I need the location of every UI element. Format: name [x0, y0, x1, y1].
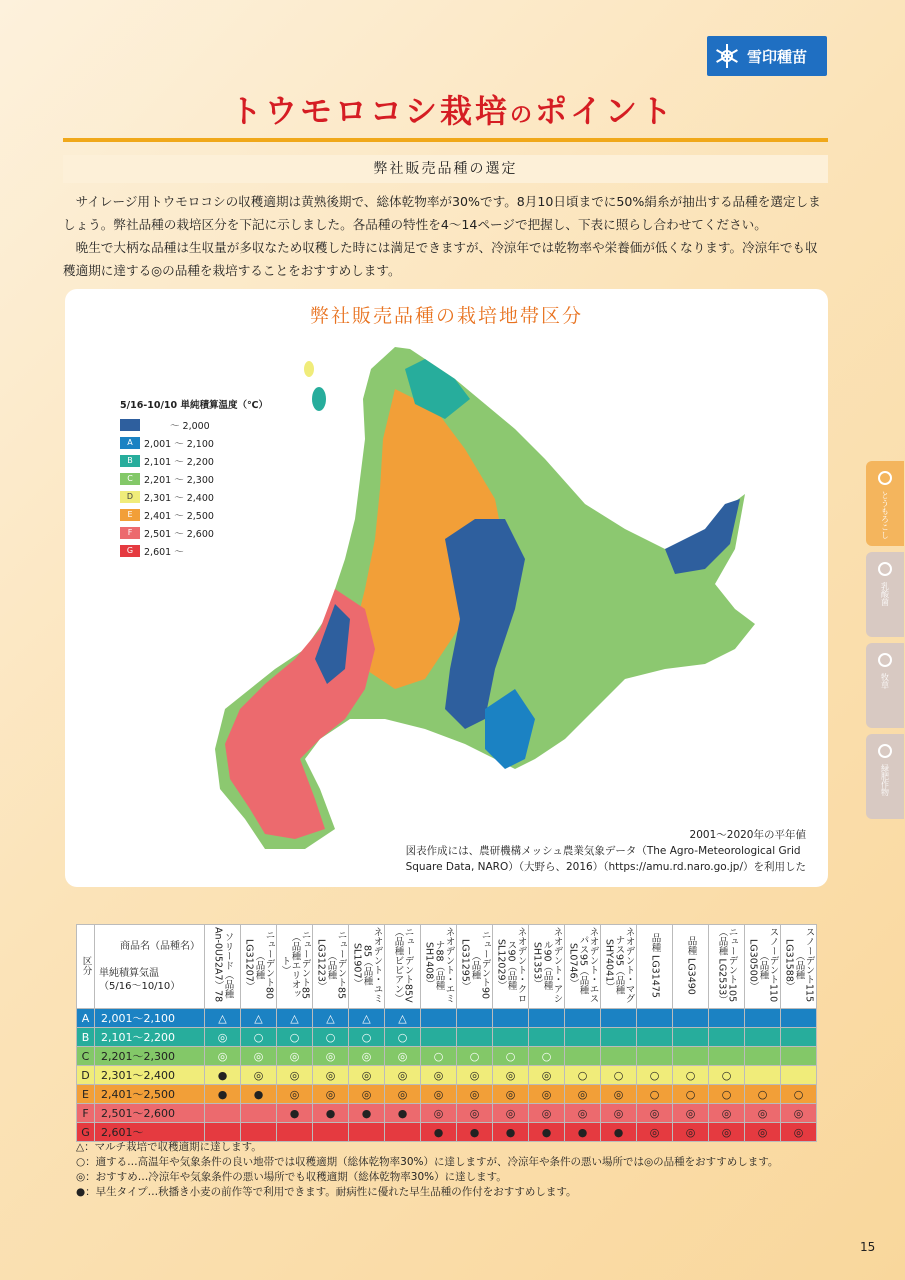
legend-item: F 2,501 〜 2,600 — [120, 524, 268, 542]
suitability-cell — [493, 1009, 529, 1028]
zone-range: 2,401〜2,500 — [95, 1085, 205, 1104]
hokkaido-map — [65, 289, 828, 887]
suitability-cell — [601, 1009, 637, 1028]
suitability-cell — [457, 1028, 493, 1047]
product-header: スノーデント110（品種 LG30500） — [745, 925, 781, 1009]
table-notes: △：マルチ栽培で収穫適期に達します。 ○：適する…高温年や気象条件の良い地帯では収穫適期（総体乾物率30%）に達しますが、冷涼年や条件の悪い場所では◎の品種をおすすめします。 ◎：おすすめ…冷涼年や気象条件の悪い場所でも収穫適期（総体乾物率30%）に達します。 ●：早生タイプ…秋播き小麦の前作等で利用できます。耐病性に優れた早生品種の作付をおすすめします。 — [76, 1141, 779, 1198]
suitability-cell: ◎ — [313, 1066, 349, 1085]
suitability-cell: ○ — [673, 1085, 709, 1104]
suitability-cell: ◎ — [709, 1104, 745, 1123]
zone-code: D — [77, 1066, 95, 1085]
suitability-cell: ◎ — [421, 1066, 457, 1085]
product-header: ネオデント・マグナス95（品種 SHY4041） — [601, 925, 637, 1009]
product-header: ニューデント85（品種エリオット） — [277, 925, 313, 1009]
suitability-cell: ◎ — [529, 1104, 565, 1123]
suitability-cell: ● — [277, 1104, 313, 1123]
product-header: 品種 LG3490 — [673, 925, 709, 1009]
suitability-cell — [205, 1123, 241, 1142]
suitability-cell: ● — [493, 1123, 529, 1142]
suitability-cell — [709, 1028, 745, 1047]
suitability-cell: ○ — [241, 1028, 277, 1047]
suitability-cell: ◎ — [565, 1085, 601, 1104]
page-title: トウモロコシ栽培のポイント — [229, 92, 676, 130]
suitability-cell: ◎ — [421, 1104, 457, 1123]
table-row — [77, 1123, 817, 1142]
suitability-cell — [457, 1009, 493, 1028]
suitability-cell: ◎ — [493, 1104, 529, 1123]
suitability-cell: ○ — [745, 1085, 781, 1104]
brand-name: 雪印種苗 — [747, 47, 808, 66]
suitability-cell — [529, 1009, 565, 1028]
suitability-cell: ● — [349, 1104, 385, 1123]
suitability-cell: ◎ — [313, 1047, 349, 1066]
product-header: ネオデント・エスパス95（品種 SL0746） — [565, 925, 601, 1009]
product-header: ニューデント85（品種 LG31223） — [313, 925, 349, 1009]
suitability-cell: ● — [529, 1123, 565, 1142]
suitability-cell — [493, 1028, 529, 1047]
snowflake-icon — [713, 42, 741, 70]
suitability-cell: ◎ — [601, 1104, 637, 1123]
suitability-cell: ◎ — [349, 1066, 385, 1085]
suitability-cell: ◎ — [205, 1028, 241, 1047]
table-row — [77, 1047, 817, 1066]
suitability-cell: ◎ — [529, 1085, 565, 1104]
suitability-cell: △ — [313, 1009, 349, 1028]
suitability-cell — [745, 1066, 781, 1085]
zone-range: 2,001〜2,100 — [95, 1009, 205, 1028]
suitability-cell: ○ — [529, 1047, 565, 1066]
paragraph: サイレージ用トウモロコシの収穫適期は黄熟後期で、総体乾物率が30%です。8月10日頃までに50%絹糸が抽出する品種を選定しましょう。弊社品種の栽培区分を下記に示しました。各品種の特性を4〜14ページで把握し、下表に照らし合わせてください。 — [63, 194, 821, 232]
corner-header: 商品名（品種名） 単純積算気温（5/16〜10/10） — [95, 925, 205, 1009]
suitability-cell: ◎ — [781, 1104, 817, 1123]
legend-item: B 2,101 〜 2,200 — [120, 452, 268, 470]
suitability-cell: ○ — [277, 1028, 313, 1047]
suitability-cell — [637, 1009, 673, 1028]
map-credit: 2001〜2020年の平年値 図表作成には、農研機構メッシュ農業気象データ（The Agro-Meteorological Grid Square Data, NARO）（大野ら、2016）（https://amu.rd.naro.go.jp/）を利用した — [405, 829, 806, 873]
suitability-cell — [673, 1028, 709, 1047]
product-header: ネオデント・ユミ85（品種 SL1907） — [349, 925, 385, 1009]
legend-item: E 2,401 〜 2,500 — [120, 506, 268, 524]
suitability-cell — [421, 1028, 457, 1047]
cultivar-table — [76, 924, 817, 1142]
suitability-cell: ◎ — [493, 1085, 529, 1104]
suitability-cell: ○ — [421, 1047, 457, 1066]
suitability-cell: ◎ — [673, 1104, 709, 1123]
suitability-cell — [745, 1028, 781, 1047]
zone-range: 2,601〜 — [95, 1123, 205, 1142]
suitability-cell: ◎ — [637, 1104, 673, 1123]
suitability-cell — [277, 1123, 313, 1142]
suitability-cell — [565, 1047, 601, 1066]
suitability-cell: ◎ — [745, 1104, 781, 1123]
zone-range: 2,201〜2,300 — [95, 1047, 205, 1066]
suitability-cell: ○ — [673, 1066, 709, 1085]
suitability-cell — [385, 1123, 421, 1142]
legend-item: C 2,201 〜 2,300 — [120, 470, 268, 488]
suitability-cell: ◎ — [277, 1085, 313, 1104]
tab-grass[interactable]: 牧草 — [866, 643, 904, 728]
suitability-cell: ○ — [637, 1085, 673, 1104]
suitability-cell: ● — [205, 1085, 241, 1104]
legend-title: 5/16-10/10 単純積算温度（℃） — [120, 400, 268, 411]
suitability-cell: ◎ — [457, 1066, 493, 1085]
paragraph: 晩生で大柄な品種は生収量が多収なため収穫した時には満足できますが、冷涼年では乾物率や栄養価が低くなります。冷涼年でも収穫適期に達する◎の品種を栽培することをおすすめします。 — [63, 240, 818, 278]
suitability-cell — [349, 1123, 385, 1142]
suitability-cell — [673, 1047, 709, 1066]
suitability-cell — [601, 1047, 637, 1066]
legend-item: A 2,001 〜 2,100 — [120, 434, 268, 452]
zone-code: A — [77, 1009, 95, 1028]
suitability-cell — [709, 1047, 745, 1066]
legend-item: 〜 2,000 — [120, 416, 268, 434]
product-header: スノーデント115（品種 LG31588） — [781, 925, 817, 1009]
suitability-cell: ○ — [385, 1028, 421, 1047]
suitability-cell: ○ — [709, 1066, 745, 1085]
suitability-cell: ◎ — [349, 1085, 385, 1104]
suitability-cell — [601, 1028, 637, 1047]
product-header: ニューデント90（品種 LG31295） — [457, 925, 493, 1009]
suitability-cell: ◎ — [277, 1047, 313, 1066]
suitability-cell: △ — [277, 1009, 313, 1028]
suitability-cell — [421, 1009, 457, 1028]
suitability-cell: ◎ — [709, 1123, 745, 1142]
zone-range: 2,301〜2,400 — [95, 1066, 205, 1085]
section-heading: 弊社販売品種の選定 — [63, 155, 828, 183]
suitability-cell — [313, 1123, 349, 1142]
zone-code: E — [77, 1085, 95, 1104]
suitability-cell: ◎ — [529, 1066, 565, 1085]
suitability-cell: ◎ — [205, 1047, 241, 1066]
suitability-cell — [637, 1028, 673, 1047]
suitability-cell: ◎ — [385, 1085, 421, 1104]
suitability-cell: ● — [601, 1123, 637, 1142]
title-rule — [63, 138, 828, 142]
suitability-cell — [781, 1028, 817, 1047]
suitability-cell — [745, 1009, 781, 1028]
suitability-cell: ◎ — [637, 1123, 673, 1142]
table-row — [77, 1009, 817, 1028]
suitability-cell: ○ — [781, 1085, 817, 1104]
legend-item: D 2,301 〜 2,400 — [120, 488, 268, 506]
zone-code: B — [77, 1028, 95, 1047]
suitability-cell: ● — [457, 1123, 493, 1142]
suitability-cell — [565, 1028, 601, 1047]
suitability-cell: ◎ — [457, 1085, 493, 1104]
suitability-cell: ● — [385, 1104, 421, 1123]
suitability-cell: ○ — [313, 1028, 349, 1047]
product-header: 品種 LG31475 — [637, 925, 673, 1009]
suitability-cell: ◎ — [745, 1123, 781, 1142]
brand-logo — [707, 36, 827, 76]
suitability-cell: ○ — [349, 1028, 385, 1047]
suitability-cell: ◎ — [277, 1066, 313, 1085]
zone-code: F — [77, 1104, 95, 1123]
suitability-cell: ● — [565, 1123, 601, 1142]
suitability-cell: ◎ — [385, 1047, 421, 1066]
suitability-cell: ◎ — [241, 1066, 277, 1085]
product-header: ネオデント・アシル90（品種 SH1353） — [529, 925, 565, 1009]
suitability-cell: ○ — [601, 1066, 637, 1085]
suitability-cell: ● — [205, 1066, 241, 1085]
suitability-cell — [241, 1123, 277, 1142]
suitability-cell — [781, 1047, 817, 1066]
suitability-cell: ◎ — [457, 1104, 493, 1123]
suitability-cell: ○ — [493, 1047, 529, 1066]
suitability-cell — [709, 1009, 745, 1028]
map-legend — [120, 397, 268, 560]
suitability-cell: ◎ — [421, 1085, 457, 1104]
suitability-cell — [745, 1047, 781, 1066]
product-header: ニューデント85V（品種ビビアン） — [385, 925, 421, 1009]
product-header: ニューデント105（品種 LG2533） — [709, 925, 745, 1009]
suitability-cell: ● — [421, 1123, 457, 1142]
zone-code: G — [77, 1123, 95, 1142]
suitability-cell: ○ — [565, 1066, 601, 1085]
suitability-cell: ◎ — [241, 1047, 277, 1066]
suitability-cell: ◎ — [385, 1066, 421, 1085]
suitability-cell: ◎ — [493, 1066, 529, 1085]
suitability-cell: ○ — [457, 1047, 493, 1066]
suitability-cell: ◎ — [313, 1085, 349, 1104]
suitability-cell: ◎ — [601, 1085, 637, 1104]
suitability-cell — [673, 1009, 709, 1028]
suitability-cell — [565, 1009, 601, 1028]
tab-lactic[interactable]: 乳酸菌 — [866, 552, 904, 637]
zone-range: 2,101〜2,200 — [95, 1028, 205, 1047]
suitability-cell — [241, 1104, 277, 1123]
map-panel — [65, 289, 828, 887]
suitability-cell: △ — [241, 1009, 277, 1028]
suitability-cell: ◎ — [565, 1104, 601, 1123]
product-header: ニューデント80（品種 LG31207） — [241, 925, 277, 1009]
suitability-cell — [529, 1028, 565, 1047]
suitability-cell — [781, 1009, 817, 1028]
side-tabs — [866, 461, 904, 825]
table-row — [77, 1104, 817, 1123]
table-row — [77, 1028, 817, 1047]
suitability-cell — [781, 1066, 817, 1085]
tab-corn[interactable]: とうもろこし — [866, 461, 904, 546]
suitability-cell: ◎ — [349, 1047, 385, 1066]
suitability-cell: ◎ — [781, 1123, 817, 1142]
suitability-cell: ● — [241, 1085, 277, 1104]
map-title: 弊社販売品種の栽培地帯区分 — [309, 305, 583, 327]
intro-text — [63, 190, 830, 282]
zone-range: 2,501〜2,600 — [95, 1104, 205, 1123]
table-row — [77, 1066, 817, 1085]
suitability-cell — [637, 1047, 673, 1066]
suitability-cell: ● — [313, 1104, 349, 1123]
zone-code: C — [77, 1047, 95, 1066]
product-header: ネオデント・クロス90（品種 SL12029） — [493, 925, 529, 1009]
product-header: ネオデント・エミナ88（品種 SH1408） — [421, 925, 457, 1009]
suitability-cell: ○ — [709, 1085, 745, 1104]
table-row — [77, 1085, 817, 1104]
suitability-cell: △ — [385, 1009, 421, 1028]
suitability-cell — [205, 1104, 241, 1123]
suitability-cell: ○ — [637, 1066, 673, 1085]
legend-item: G 2,601 〜 — [120, 542, 268, 560]
product-header: ソリード（品種 An-0U52A7）78 — [205, 925, 241, 1009]
suitability-cell: △ — [205, 1009, 241, 1028]
page-number: 15 — [860, 1240, 876, 1254]
tab-green-manure[interactable]: 緑肥作物 — [866, 734, 904, 819]
suitability-cell: △ — [349, 1009, 385, 1028]
corner-left: 区分 — [77, 925, 95, 1009]
suitability-cell: ◎ — [673, 1123, 709, 1142]
